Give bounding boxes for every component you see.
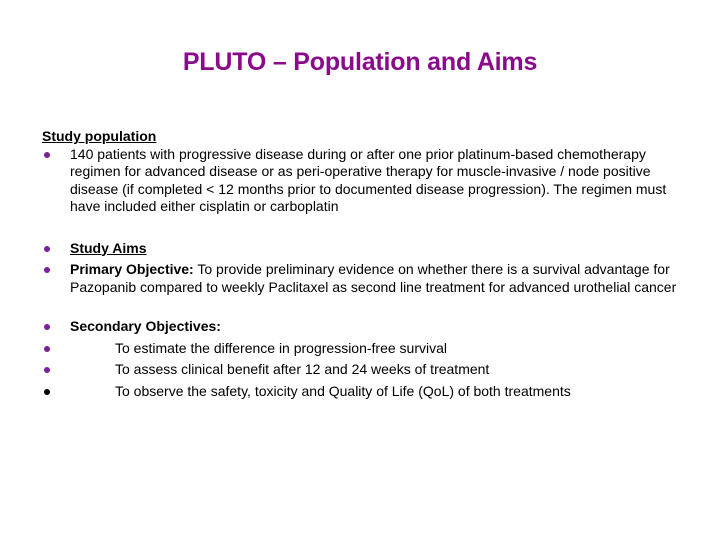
- secondary-objective-text: To observe the safety, toxicity and Quality of Life (QoL) of both treatments: [115, 382, 571, 399]
- secondary-objectives-item: [42, 318, 682, 336]
- population-text: 140 patients with progressive disease during or after one prior platinum-based chemotherapy regimen for advanced disease or as peri-operative therapy for muscle-invasive / node positive disease (if completed < 12 months prior to documented disease progression). The regimen must have included either cisplatin or carboplatin: [70, 145, 667, 214]
- primary-objective-text: To provide preliminary evidence on whether there is a survival advantage for Pazopanib compared to weekly Paclitaxel as second line treatment for advanced urothelial cancer: [70, 261, 677, 295]
- primary-objective-label: Primary Objective:: [70, 261, 194, 277]
- bullet-icon: [44, 246, 50, 252]
- secondary-objective-text: To assess clinical benefit after 12 and 24 weeks of treatment: [115, 361, 490, 377]
- secondary-objective-text: To estimate the difference in progression-free survival: [115, 339, 448, 356]
- study-aims-item: [42, 240, 682, 258]
- primary-objective-item: [42, 261, 682, 296]
- slide-body: [42, 128, 682, 404]
- study-aims-heading: Study Aims: [70, 239, 147, 256]
- bullet-icon: [44, 152, 50, 158]
- bullet-icon: [44, 324, 50, 330]
- bullet-icon: [44, 389, 50, 395]
- bullet-icon: [44, 346, 50, 352]
- secondary-objectives-heading: Secondary Objectives:: [70, 318, 221, 334]
- population-bullet-item: [42, 146, 682, 216]
- secondary-objective-item: [42, 383, 682, 401]
- slide-title: PLUTO – Population and Aims: [182, 48, 538, 76]
- study-population-heading: Study population: [42, 128, 157, 144]
- secondary-objective-item: [42, 361, 682, 379]
- bullet-icon: [44, 367, 50, 373]
- secondary-objective-item: [42, 340, 682, 358]
- bullet-icon: [44, 267, 50, 273]
